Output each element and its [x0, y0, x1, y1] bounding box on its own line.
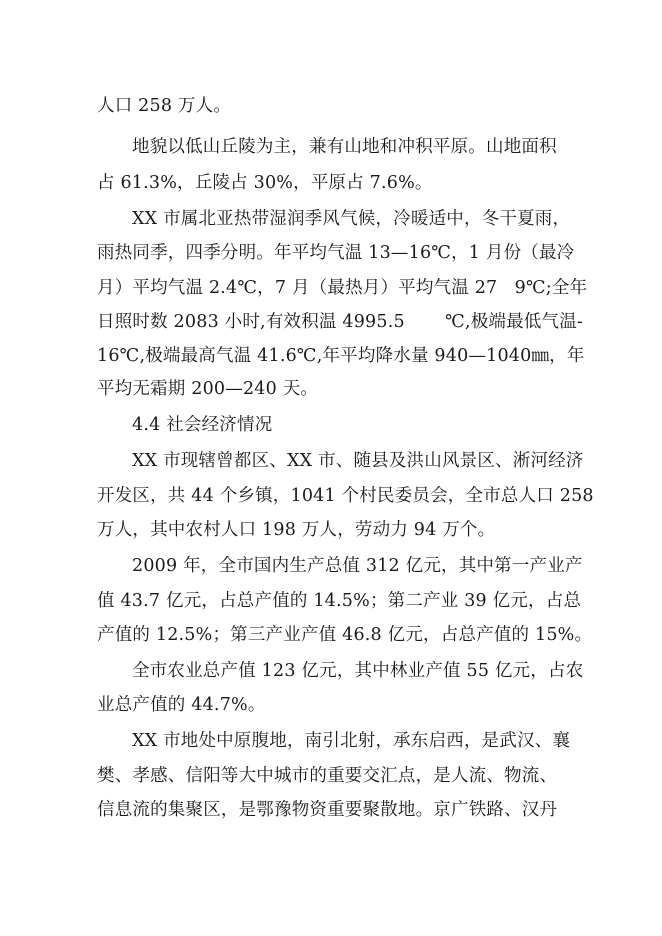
text-line: 值 43.7 亿元，占总产值的 14.5%；第二产业 39 亿元，占总 [97, 591, 582, 611]
text-line: 业总产值的 44.7%。 [97, 695, 266, 715]
text-line: 全市农业总产值 123 亿元，其中林业产值 55 亿元，占农 [132, 661, 584, 681]
text-line: 信息流的集聚区，是鄂豫物资重要聚散地。京广铁路、汉丹 [97, 800, 558, 820]
text-line: 2009 年，全市国内生产总值 312 亿元，其中第一产业产 [132, 556, 583, 576]
text-line: 占 61.3%，丘陵占 30%，平原占 7.6%。 [97, 173, 433, 193]
text-line: XX 市现辖曾都区、XX 市、随县及洪山风景区、淅河经济 [132, 451, 584, 471]
text-line: 地貌以低山丘陵为主，兼有山地和冲积平原。山地面积 [132, 137, 557, 157]
text-line: 人口 258 万人。 [97, 96, 232, 116]
text-line: 雨热同季，四季分明。年平均气温 13—16℃，1 月份（最冷 [97, 243, 575, 263]
text-line: 16℃,极端最高气温 41.6℃,年平均降水量 940—1040㎜，年 [97, 346, 585, 366]
text-line: 樊、孝感、信阳等大中城市的重要交汇点，是人流、物流、 [97, 766, 558, 786]
section-heading: 4.4 社会经济情况 [132, 415, 273, 435]
text-line: XX 市地处中原腹地，南引北射，承东启西，是武汉、襄 [132, 731, 571, 751]
text-line: 月）平均气温 2.4℃，7 月（最热月）平均气温 27 9℃;全年 [97, 278, 588, 298]
text-line: 开发区，共 44 个乡镇，1041 个村民委员会，全市总人口 258 [97, 486, 594, 506]
text-line: 平均无霜期 200—240 天。 [97, 379, 319, 399]
text-line: 产值的 12.5%；第三产业产值 46.8 亿元，占总产值的 15%。 [97, 625, 593, 645]
text-line: 日照时数 2083 小时,有效积温 4995.5 ℃,极端最低气温- [97, 312, 584, 332]
text-line: XX 市属北亚热带湿润季风气候，冷暖适中，冬干夏雨， [132, 209, 571, 229]
text-line: 万人，其中农村人口 198 万人，劳动力 94 万个。 [97, 520, 496, 540]
